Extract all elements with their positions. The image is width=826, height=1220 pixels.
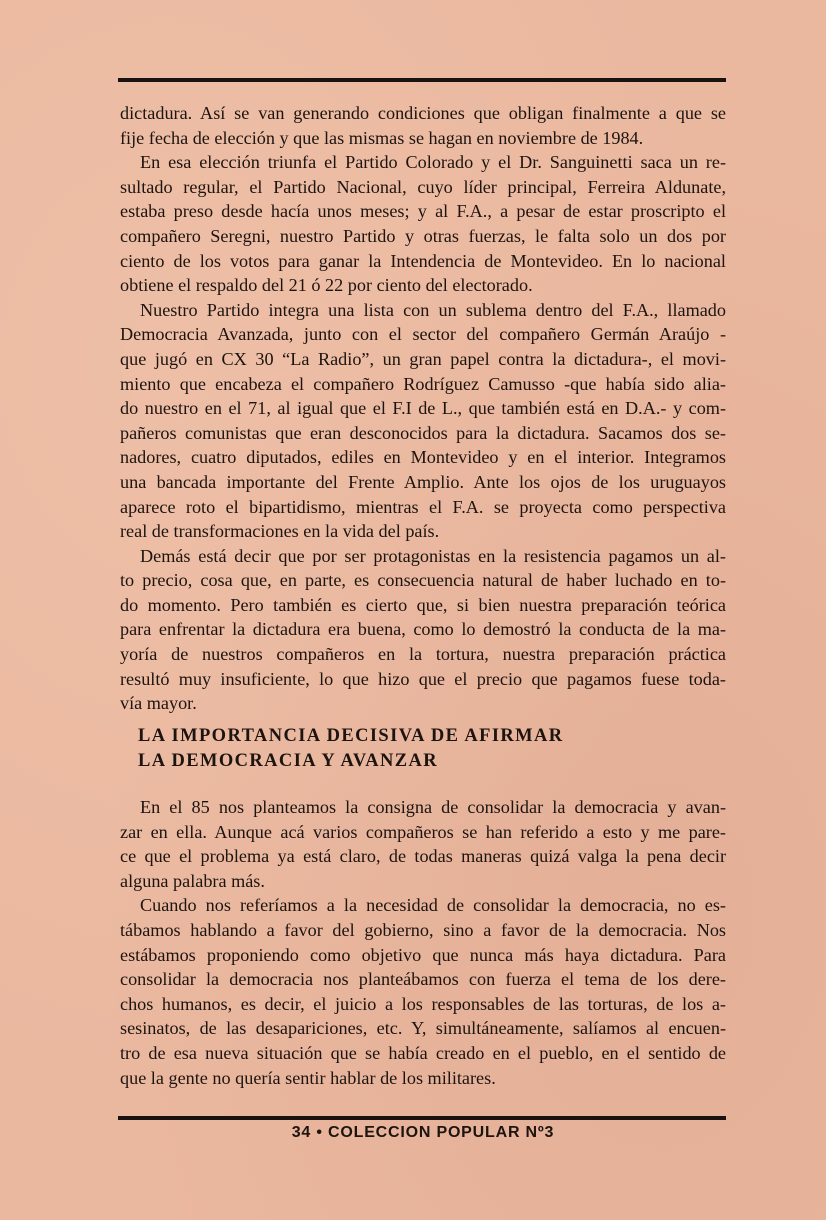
text-line: fije fecha de elección y que las mismas se hagan en noviembre de 1984. [120, 127, 644, 148]
text-line: ce que el problema ya está claro, de todas maneras quizá valga la pena decir [120, 846, 726, 867]
top-rule [118, 78, 726, 82]
text-line: obtiene el respaldo del 21 ó 22 por ciento del electorado. [120, 275, 533, 296]
text-line: pañeros comunistas que eran desconocidos para la dictadura. Sacamos dos se- [120, 422, 726, 443]
text-line: tro de esa nueva situación que se había creado en el pueblo, en el sentido de [120, 1042, 726, 1063]
text-line: Demás está decir que por ser protagonistas en la resistencia pagamos un al- [140, 545, 726, 566]
text-line: que jugó en CX 30 “La Radio”, un gran papel contra la dictadura-, el movi- [120, 348, 726, 369]
text-line: sesinatos, de las desapariciones, etc. Y, simultáneamente, salíamos al encuen- [120, 1018, 726, 1039]
footer-text: 34 • COLECCION POPULAR Nº3 [291, 1124, 555, 1141]
text-line: resultó muy insuficiente, lo que hizo que el precio que pagamos fuese toda- [120, 668, 726, 689]
section-1-text [120, 101, 726, 716]
text-line: yoría de nuestros compañeros en la tortura, nuestra preparación práctica [120, 644, 726, 665]
text-line: Cuando nos referíamos a la necesidad de consolidar la democracia, no es- [140, 895, 726, 916]
text-line: miento que encabeza el compañero Rodríguez Camusso -que había sido alia- [120, 373, 726, 394]
heading-line-1: LA IMPORTANCIA DECISIVA DE AFIRMAR [138, 726, 564, 746]
text-line: nadores, cuatro diputados, ediles en Montevideo y en el interior. Integramos [120, 447, 726, 468]
text-line: real de transformaciones en la vida del país. [120, 521, 440, 542]
text-line: dictadura. Así se van generando condiciones que obligan finalmente a que se [120, 103, 726, 123]
text-line: compañero Seregni, nuestro Partido y otras fuerzas, le falta solo un dos por [120, 225, 726, 246]
text-line: En el 85 nos planteamos la consigna de consolidar la democracia y avan- [140, 797, 726, 817]
text-line: una bancada importante del Frente Amplio. Ante los ojos de los uruguayos [120, 471, 726, 492]
text-line: zar en ella. Aunque acá varios compañeros se han referido a esto y me pare- [120, 821, 726, 842]
text-line: chos humanos, es decir, el juicio a los responsables de las torturas, de los a- [120, 993, 726, 1014]
text-line: do momento. Pero también es cierto que, si bien nuestra preparación teórica [120, 594, 726, 615]
text-line: tábamos hablando a favor del gobierno, sino a favor de la democracia. Nos [120, 919, 726, 940]
text-line: to precio, cosa que, en parte, es consecuencia natural de haber luchado en to- [120, 570, 726, 591]
text-line: Democracia Avanzada, junto con el sector del compañero Germán Araújo - [120, 324, 726, 345]
section-2-text [120, 795, 726, 1090]
text-line: vía mayor. [120, 693, 197, 714]
text-line: estaba preso desde hacía unos meses; y al F.A., a pesar de estar proscripto el [120, 201, 726, 222]
page-footer [120, 1124, 726, 1142]
text-line: que la gente no quería sentir hablar de los militares. [120, 1067, 496, 1088]
text-line: sultado regular, el Partido Nacional, cuyo líder principal, Ferreira Aldunate, [120, 176, 726, 197]
text-line: aparece roto el bipartidismo, mientras el F.A. se proyecta como perspectiva [120, 496, 726, 517]
bottom-rule [118, 1116, 726, 1120]
text-line: En esa elección triunfa el Partido Colorado y el Dr. Sanguinetti saca un re- [140, 152, 726, 173]
heading-line-2: LA DEMOCRACIA Y AVANZAR [138, 751, 438, 771]
text-line: alguna palabra más. [120, 870, 265, 891]
text-line: do nuestro en el 71, al igual que el F.I de L., que también está en D.A.- y com- [120, 398, 726, 419]
text-line: estábamos proponiendo como objetivo que nunca más haya dictadura. Para [120, 944, 726, 965]
section-heading [138, 724, 698, 774]
text-line: Nuestro Partido integra una lista con un sublema dentro del F.A., llamado [140, 299, 726, 320]
text-line: consolidar la democracia nos planteábamos con fuerza el tema de los dere- [120, 969, 726, 990]
text-line: ciento de los votos para ganar la Intendencia de Montevideo. En lo nacional [120, 250, 726, 271]
text-line: para enfrentar la dictadura era buena, como lo demostró la conducta de la ma- [120, 619, 726, 640]
